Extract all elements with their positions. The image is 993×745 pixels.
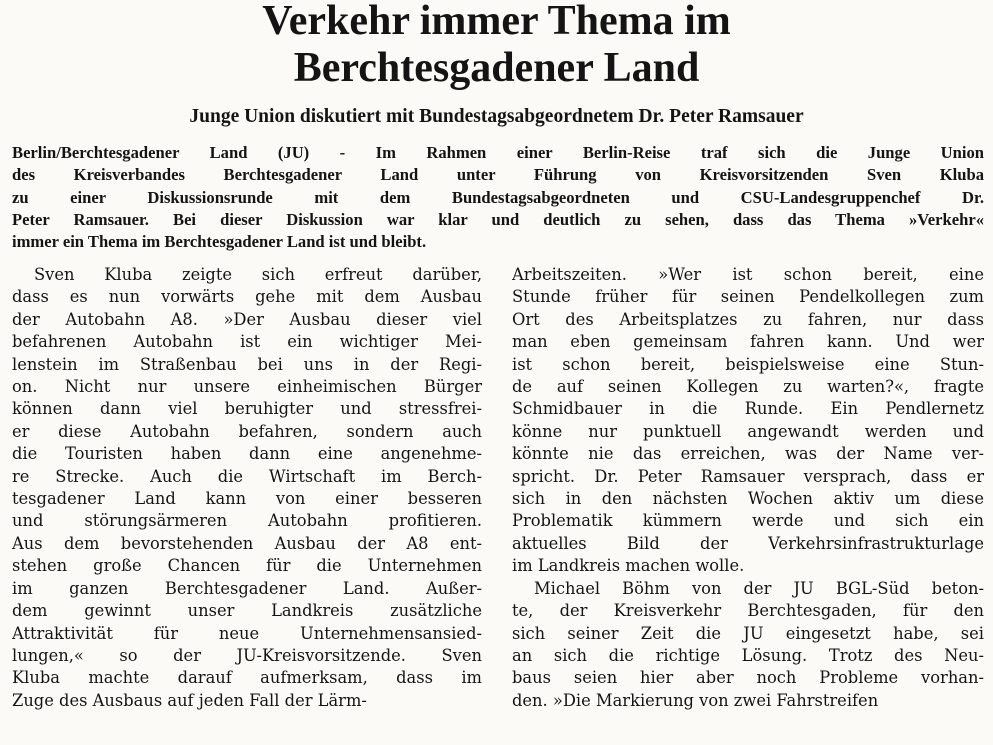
body-text-line: Arbeitszeiten. »Wer ist schon bereit, eine bbox=[512, 265, 984, 284]
body-text-line: sich in den nächsten Wochen aktiv um diese bbox=[512, 489, 984, 509]
body-text-line: er diese Autobahn befahren, sondern auch bbox=[12, 421, 482, 441]
body-text-line: dem gewinnt unser Landkreis zusätzliche bbox=[12, 601, 482, 621]
body-text-line: im ganzen Berchtesgadener Land. Außer- bbox=[12, 578, 482, 598]
body-text-line: Kluba machte darauf aufmerksam, dass im bbox=[12, 668, 482, 688]
body-text-line: lenstein im Straßenbau bei uns in der Regi- bbox=[12, 354, 482, 374]
body-text-line: te, der Kreisverkehr Berchtesgaden, für den bbox=[512, 601, 984, 621]
body-text-line: aktuelles Bild der Verkehrsinfrastrukturlage bbox=[512, 533, 984, 553]
body-text-line: den. »Die Markierung von zwei Fahrstreifen bbox=[512, 690, 879, 710]
lead-line: Berlin/Berchtesgadener Land (JU) - Im Rahmen einer Berlin-Reise traf sich die Junge Union bbox=[12, 143, 984, 162]
body-text-line: sich seiner Zeit die JU eingesetzt habe, sei bbox=[512, 623, 984, 643]
body-text-line: der Autobahn A8. »Der Ausbau dieser viel bbox=[12, 309, 482, 329]
body-text-line: können dann viel beruhigter und stressfrei- bbox=[12, 399, 482, 419]
body-text-line: Stunde früher für seinen Pendelkollegen zum bbox=[512, 287, 984, 307]
body-text-line: on. Nicht nur unsere einheimischen Bürger bbox=[12, 377, 482, 397]
body-text-line: Ort des Arbeitsplatzes zu fahren, nur dass bbox=[512, 309, 984, 329]
body-text-line: stehen große Chancen für die Unternehmen bbox=[12, 556, 482, 576]
headline-line-2: Berchtesgadener Land bbox=[293, 45, 700, 91]
body-text-line: die Touristen haben dann eine angenehme- bbox=[12, 444, 482, 464]
body-text-line: Aus dem bevorstehenden Ausbau der A8 ent- bbox=[12, 533, 482, 553]
body-text-line: dass es nun vorwärts gehe mit dem Ausbau bbox=[12, 287, 482, 307]
body-text-line: man eben gemeinsam fahren kann. Und wer bbox=[512, 332, 984, 352]
body-text-line: im Landkreis machen wolle. bbox=[512, 556, 745, 576]
body-text-line: Schmidbauer in die Runde. Ein Pendlernetz bbox=[512, 399, 984, 419]
body-text-line: re Strecke. Auch die Wirtschaft im Berch- bbox=[12, 466, 482, 486]
body-text-line: könnte nie das erreichen, was der Name ver- bbox=[512, 444, 984, 464]
body-text-line: befahrenen Autobahn ist ein wichtiger Mei- bbox=[12, 332, 482, 352]
headline-line-1: Verkehr immer Thema im bbox=[262, 0, 731, 44]
lead-line: des Kreisverbandes Berchtesgadener Land unter Führung von Kreisvorsitzenden Sven Kluba bbox=[12, 165, 984, 185]
body-text-line: tesgadener Land kann von einer besseren bbox=[12, 489, 482, 509]
body-text-line: ist schon bereit, beispielsweise eine Stun- bbox=[512, 354, 984, 374]
article-subtitle: Junge Union diskutiert mit Bundestagsabgeordnetem Dr. Peter Ramsauer bbox=[189, 106, 804, 127]
body-text-line: Zuge des Ausbaus auf jeden Fall der Lärm- bbox=[12, 690, 367, 710]
body-text-line: lungen,« so der JU-Kreisvorsitzende. Sven bbox=[12, 645, 482, 665]
lead-line: zu einer Diskussionsrunde mit dem Bundestagsabgeordneten und CSU-Landesgruppenchef Dr. bbox=[12, 187, 984, 207]
body-text-line: Attraktivität für neue Unternehmensansied- bbox=[12, 623, 482, 643]
lead-line: Peter Ramsauer. Bei dieser Diskussion war klar und deutlich zu sehen, dass das Thema »Verkehr« bbox=[12, 209, 984, 229]
body-text-line: Michael Böhm von der JU BGL-Süd beton- bbox=[534, 578, 984, 598]
body-text-line: spricht. Dr. Peter Ramsauer versprach, dass er bbox=[512, 466, 984, 486]
article-lead bbox=[12, 142, 984, 253]
article-column-right bbox=[512, 264, 984, 712]
body-text-line: de auf seinen Kollegen zu warten?«, fragte bbox=[512, 377, 984, 397]
body-text-line: baus seien hier aber noch Probleme vorhan- bbox=[512, 668, 984, 688]
article-column-left bbox=[12, 264, 482, 712]
body-text-line: an sich die richtige Lösung. Trotz des Neu- bbox=[512, 645, 984, 665]
body-text-line: Problematik kümmern werde und sich ein bbox=[512, 511, 984, 531]
body-text-line: könne nur punktuell angewandt werden und bbox=[512, 421, 984, 441]
lead-line: immer ein Thema im Berchtesgadener Land ist und bleibt. bbox=[12, 232, 427, 252]
body-text-line: und störungsärmeren Autobahn profitieren. bbox=[12, 511, 482, 531]
body-text-line: Sven Kluba zeigte sich erfreut darüber, bbox=[34, 265, 482, 284]
